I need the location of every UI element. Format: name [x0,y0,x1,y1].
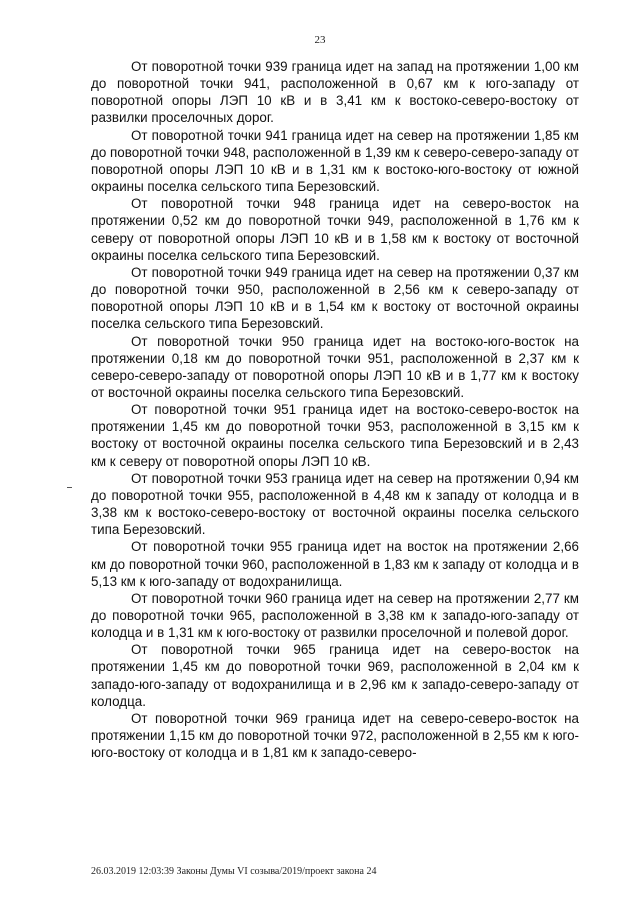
paragraph: От поворотной точки 953 граница идет на север на протяжении 0,94 км до поворотной точки 955, расположенной в 4,48 км к западу от колодца и в 3,38 км к востоко-северо-востоку от восточной окраины поселка сельского типа Березовский. [91,470,579,538]
paragraph: От поворотной точки 949 граница идет на север на протяжении 0,37 км до поворотной точки 950, расположенной в 2,56 км к северо-западу от поворотной опоры ЛЭП 10 кВ и в 1,54 км к востоку от восточной окраины поселка сельского типа Березовский. [91,264,579,332]
page-number: 23 [314,34,326,46]
margin-mark [67,487,72,488]
document-body [91,58,579,761]
page-footer: 26.03.2019 12:03:39 Законы Думы VI созыва/2019/проект закона 24 [91,866,377,877]
paragraph: От поворотной точки 950 граница идет на востоко-юго-восток на протяжении 0,18 км до поворотной точки 951, расположенной в 2,37 км к северо-северо-западу от поворотной опоры ЛЭП 10 кВ и в 1,77 км к востоку от восточной окраины поселка сельского типа Березовский. [91,333,579,400]
paragraph: От поворотной точки 969 граница идет на северо-северо-восток на протяжении 1,15 км до поворотной точки 972, расположенной в 2,55 км к юго-юго-востоку от колодца и в 1,81 км к западо-северо- [91,710,579,761]
paragraph: От поворотной точки 951 граница идет на востоко-северо-восток на протяжении 1,45 км до поворотной точки 953, расположенной в 3,15 км к востоку от восточной окраины поселка сельского типа Березовский и в 2,43 км к северу от поворотной опоры ЛЭП 10 кВ. [91,402,579,469]
paragraph: От поворотной точки 939 граница идет на запад на протяжении 1,00 км до поворотной точки 941, расположенной в 0,67 км к юго-западу от поворотной опоры ЛЭП 10 кВ и в 3,41 км к востоко-северо-востоку от развилки проселочных дорог. [91,59,579,126]
paragraph: От поворотной точки 965 граница идет на северо-восток на протяжении 1,45 км до поворотной точки 969, расположенной в 2,04 км к западо-юго-западу от водохранилища и в 2,96 км к западо-северо-западу от колодца. [91,642,579,709]
paragraph: От поворотной точки 948 граница идет на северо-восток на протяжении 0,52 км до поворотной точки 949, расположенной в 1,76 км к северу от поворотной опоры ЛЭП 10 кВ и в 1,58 км к востоку от восточной окраины поселка сельского типа Березовский. [91,196,579,263]
paragraph: От поворотной точки 960 граница идет на север на протяжении 2,77 км до поворотной точки 965, расположенной в 3,38 км к западо-юго-западу от колодца и в 1,31 км к юго-востоку от развилки проселочной и полевой дорог. [91,590,579,641]
paragraph: От поворотной точки 941 граница идет на север на протяжении 1,85 км до поворотной точки 948, расположенной в 1,39 км к северо-северо-западу от поворотной опоры ЛЭП 10 кВ и в 1,31 км к востоко-юго-востоку от южной окраины поселка сельского типа Березовский. [91,127,579,195]
paragraph: От поворотной точки 955 граница идет на восток на протяжении 2,66 км до поворотной точки 960, расположенной в 1,83 км к западу от колодца и в 5,13 км к юго-западу от водохранилища. [91,539,579,589]
